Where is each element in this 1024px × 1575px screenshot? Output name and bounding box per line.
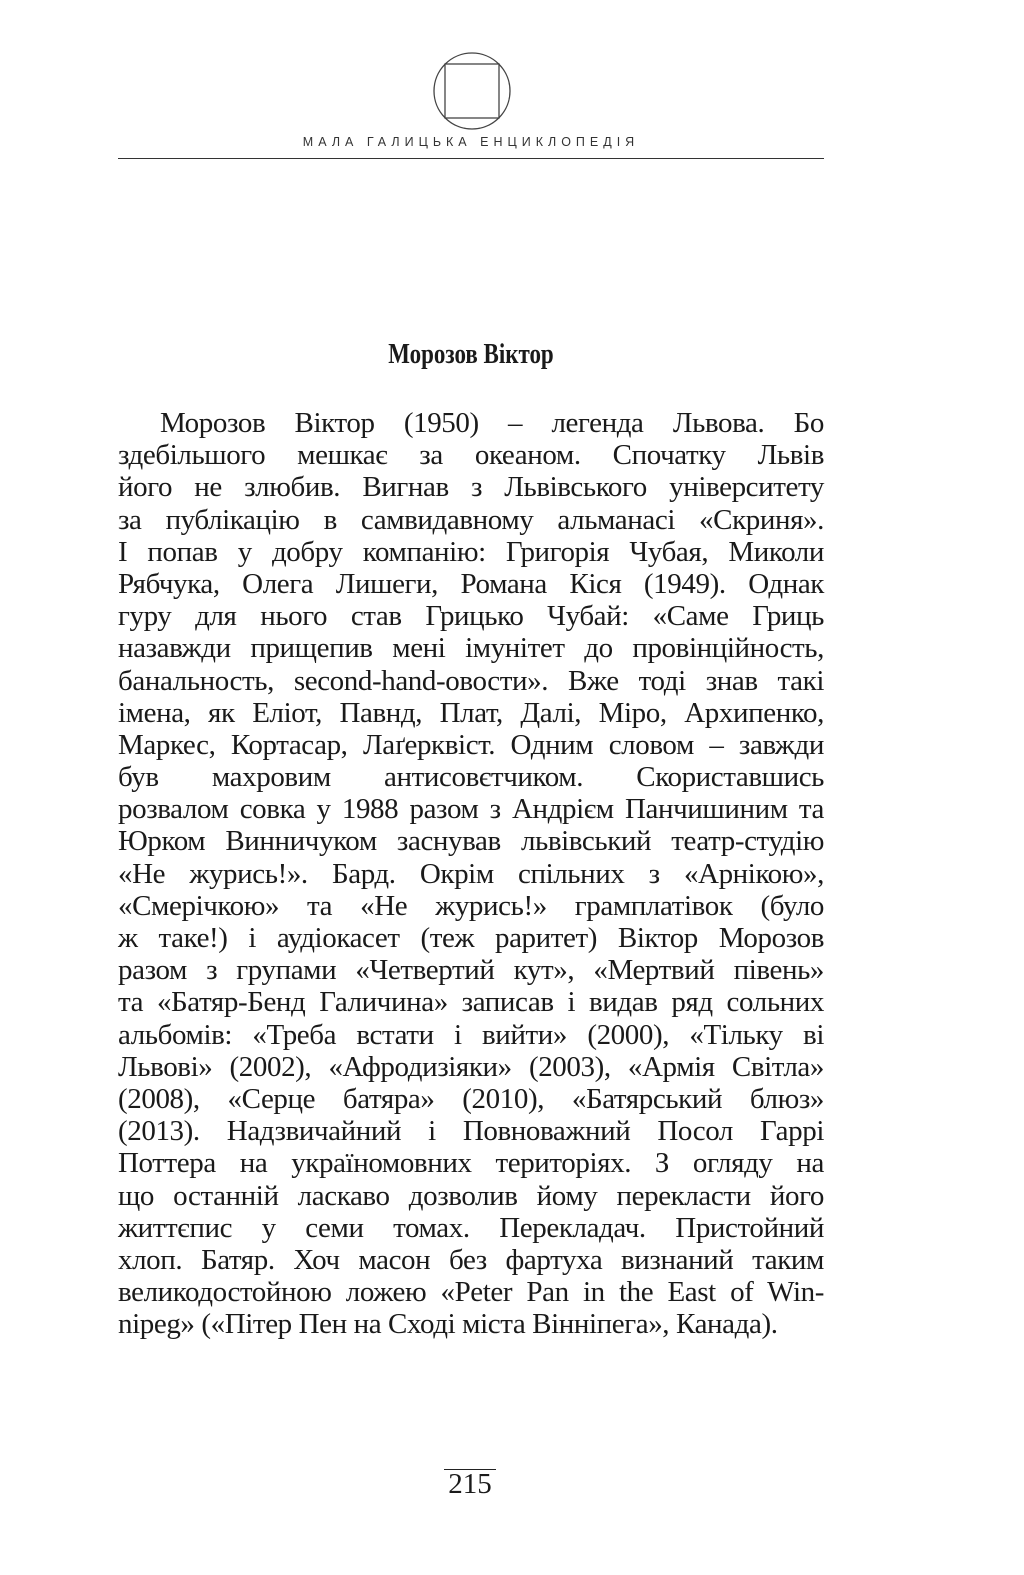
body-line: Рябчука, Олега Лишеги, Романа Кіся (1949). Однак xyxy=(118,567,824,600)
body-line: «Смерічкою» та «Не журись!» грамплатівок (було xyxy=(118,889,824,922)
body-line: його не злюбив. Вигнав з Львівського університету xyxy=(118,471,824,504)
body-line: (2008), «Серце батяра» (2010), «Батярський блюз» xyxy=(118,1082,824,1115)
page-number: 215 xyxy=(444,1469,496,1498)
body-line: Маркес, Кортасар, Лаґерквіст. Одним словом – завжди xyxy=(118,728,824,761)
body-line: назавжди прищепив мені імунітет до провінційность, xyxy=(118,632,824,665)
entry-body xyxy=(118,407,824,1340)
circle-square-emblem-icon xyxy=(431,50,513,132)
body-line: разом з групами «Четвертий кут», «Мертвий півень» xyxy=(118,954,824,987)
body-line: імена, як Еліот, Павнд, Плат, Далі, Міро, Архипенко, xyxy=(118,696,824,729)
body-line: розвалом совка у 1988 разом з Андрієм Панчишиним та xyxy=(118,793,824,826)
body-line: Поттера на україномовних територіях. З огляду на xyxy=(118,1147,824,1180)
body-line: за публікацію в самвидавному альманасі «Скриня». xyxy=(118,503,824,536)
body-line: Юрком Винничуком заснував львівський театр-студію xyxy=(118,825,824,858)
body-line: великодостойною ложею «Peter Pan in the East of Win- xyxy=(118,1276,824,1309)
body-line: здебільшого мешкає за океаном. Спочатку Львів xyxy=(118,439,824,472)
body-line: альбомів: «Треба встати і вийти» (2000), «Тільку ві xyxy=(118,1018,824,1051)
body-line: життєпис у семи томах. Перекладач. Пристойний xyxy=(118,1211,824,1244)
body-line: гуру для нього став Грицько Чубай: «Саме Гриць xyxy=(118,600,824,633)
body-line: «Не журись!». Бард. Окрім спільних з «Арнікою», xyxy=(118,857,824,890)
body-line: що останній ласкаво дозволив йому перекласти його xyxy=(118,1179,824,1212)
body-line: банальность, second-hand-овости». Вже тоді знав такі xyxy=(118,664,824,697)
body-line: І попав у добру компанію: Григорія Чубая, Миколи xyxy=(118,535,824,568)
body-line: Львові» (2002), «Афродизіяки» (2003), «Армія Світла» xyxy=(118,1050,824,1083)
header-divider xyxy=(118,158,824,159)
series-title: МАЛА ГАЛИЦЬКА ЕНЦИКЛОПЕДІЯ xyxy=(302,135,640,149)
body-line: та «Батяр-Бенд Галичина» записав і видав ряд сольних xyxy=(118,986,824,1019)
body-line: (2013). Надзвичайний і Повноважний Посол Гаррі xyxy=(118,1115,824,1148)
body-line: ж таке!) і аудіокасет (теж раритет) Віктор Морозов xyxy=(118,922,824,954)
body-line: Морозов Віктор (1950) – легенда Львова. Бо xyxy=(160,407,824,439)
entry-title: Морозов Віктор xyxy=(388,339,554,370)
body-line: хлоп. Батяр. Хоч масон без фартуха визнаний таким xyxy=(118,1243,824,1276)
body-line: nipeg» («Пітер Пен на Сході міста Вінніпега», Канада). xyxy=(118,1308,778,1341)
body-line: був махровим антисовєтчиком. Скориставшись xyxy=(118,761,824,794)
